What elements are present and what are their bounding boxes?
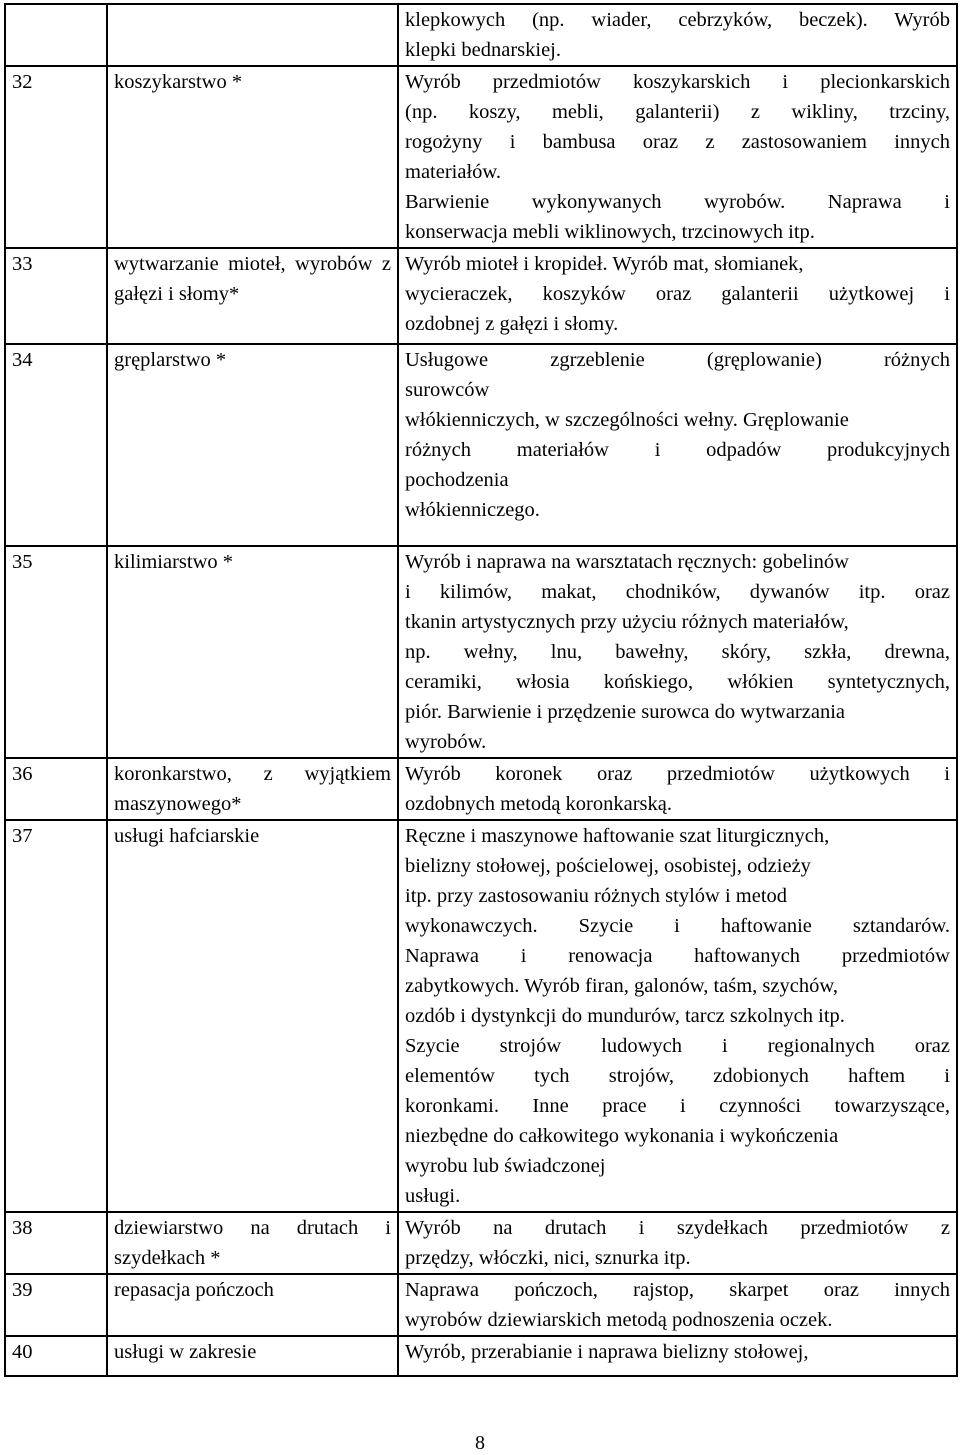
- description-line: Wyrób koronek oraz przedmiotów użytkowych i: [405, 763, 950, 785]
- service-description: [398, 1274, 957, 1336]
- table-row: [5, 66, 957, 248]
- description-line: Wyrób, przerabianie i naprawa bielizny stołowej,: [405, 1341, 809, 1363]
- service-name: kilimiarstwo *: [107, 546, 398, 758]
- description-line: klepki bednarskiej.: [405, 39, 561, 61]
- description-line: ozdób i dystynkcji do mundurów, tarcz szkolnych itp.: [405, 1005, 845, 1027]
- description-line: Usługowe zgrzeblenie (gręplowanie) różnych: [405, 349, 950, 371]
- row-number: 38: [5, 1212, 107, 1274]
- row-number: 33: [5, 248, 107, 344]
- description-line: piór. Barwienie i przędzenie surowca do wytwarzania: [405, 701, 845, 723]
- description-line: niezbędne do całkowitego wykonania i wykończenia: [405, 1125, 839, 1147]
- service-name: dziewiarstwo na drutach i szydełkach *: [107, 1212, 398, 1274]
- table-row: [5, 546, 957, 758]
- description-line: zabytkowych. Wyrób firan, galonów, taśm, szychów,: [405, 975, 838, 997]
- service-description: [398, 248, 957, 344]
- service-description: [398, 4, 957, 66]
- description-line: tkanin artystycznych przy użyciu różnych materiałów,: [405, 611, 849, 633]
- description-line: różnych materiałów i odpadów produkcyjnych: [405, 439, 950, 461]
- description-line: ozdobnych metodą koronkarską.: [405, 793, 672, 815]
- description-line: pochodzenia: [405, 469, 509, 491]
- description-line: Szycie strojów ludowych i regionalnych oraz: [405, 1035, 950, 1057]
- description-line: klepkowych (np. wiader, cebrzyków, beczek). Wyrób: [405, 9, 950, 31]
- service-description: [398, 66, 957, 248]
- row-number: [5, 4, 107, 66]
- description-line: Wyrób i naprawa na warsztatach ręcznych: gobelinów: [405, 551, 849, 573]
- service-description: [398, 820, 957, 1212]
- service-description: [398, 1212, 957, 1274]
- service-name: wytwarzanie mioteł, wyrobów z gałęzi i słomy*: [107, 248, 398, 344]
- row-number: 39: [5, 1274, 107, 1336]
- description-line: Naprawa i renowacja haftowanych przedmiotów: [405, 945, 950, 967]
- description-line: rogożyny i bambusa oraz z zastosowaniem innych: [405, 131, 950, 153]
- row-number: 35: [5, 546, 107, 758]
- description-line: ozdobnej z gałęzi i słomy.: [405, 313, 619, 335]
- description-line: Wyrób na drutach i szydełkach przedmiotów z: [405, 1217, 950, 1239]
- table-row: [5, 344, 957, 546]
- service-name: koszykarstwo *: [107, 66, 398, 248]
- description-line: materiałów.: [405, 161, 502, 183]
- description-line: Naprawa pończoch, rajstop, skarpet oraz innych: [405, 1279, 950, 1301]
- description-line: włókienniczego.: [405, 499, 540, 521]
- services-table: [4, 3, 958, 1377]
- description-line: wyrobów dziewiarskich metodą podnoszenia oczek.: [405, 1309, 833, 1331]
- row-number: 36: [5, 758, 107, 820]
- service-description: [398, 344, 957, 546]
- description-line: wycieraczek, koszyków oraz galanterii użytkowej i: [405, 283, 950, 305]
- description-line: wyrobów.: [405, 731, 487, 753]
- description-line: usługi.: [405, 1185, 461, 1207]
- table-row: [5, 1274, 957, 1336]
- description-line: itp. przy zastosowaniu różnych stylów i metod: [405, 885, 788, 907]
- description-line: i kilimów, makat, chodników, dywanów itp. oraz: [405, 581, 950, 603]
- service-description: [398, 758, 957, 820]
- table-row: [5, 4, 957, 66]
- service-name: usługi hafciarskie: [107, 820, 398, 1212]
- description-line: Ręczne i maszynowe haftowanie szat liturgicznych,: [405, 825, 830, 847]
- service-name: usługi w zakresie: [107, 1336, 398, 1376]
- row-number: 34: [5, 344, 107, 546]
- description-line: ceramiki, włosia końskiego, włókien syntetycznych,: [405, 671, 950, 693]
- table-row: [5, 248, 957, 344]
- description-line: np. wełny, lnu, bawełny, skóry, szkła, drewna,: [405, 641, 950, 663]
- service-name: repasacja pończoch: [107, 1274, 398, 1336]
- description-line: konserwacja mebli wiklinowych, trzcinowych itp.: [405, 221, 815, 243]
- row-number: 37: [5, 820, 107, 1212]
- description-line: wyrobu lub świadczonej: [405, 1155, 606, 1177]
- description-line: włókienniczych, w szczególności wełny. Gręplowanie: [405, 409, 849, 431]
- description-line: Barwienie wykonywanych wyrobów. Naprawa i: [405, 191, 950, 213]
- description-line: wykonawczych. Szycie i haftowanie sztandarów.: [405, 915, 950, 937]
- table-row: [5, 758, 957, 820]
- description-line: przędzy, włóczki, nici, sznurka itp.: [405, 1247, 691, 1269]
- service-description: [398, 1336, 957, 1376]
- description-line: bielizny stołowej, pościelowej, osobistej, odzieży: [405, 855, 811, 877]
- table-row: [5, 820, 957, 1212]
- page-number: 8: [475, 1432, 485, 1454]
- table-row: [5, 1212, 957, 1274]
- description-line: koronkami. Inne prace i czynności towarzyszące,: [405, 1095, 950, 1117]
- row-number: 40: [5, 1336, 107, 1376]
- description-line: (np. koszy, mebli, galanterii) z wikliny, trzciny,: [405, 101, 950, 123]
- row-number: 32: [5, 66, 107, 248]
- description-line: elementów tych strojów, zdobionych haftem i: [405, 1065, 950, 1087]
- description-line: surowców: [405, 379, 490, 401]
- service-description: [398, 546, 957, 758]
- table-row: [5, 1336, 957, 1376]
- description-line: Wyrób przedmiotów koszykarskich i plecionkarskich: [405, 71, 950, 93]
- service-name: [107, 4, 398, 66]
- service-name: koronkarstwo, z wyjątkiem maszynowego*: [107, 758, 398, 820]
- description-line: Wyrób mioteł i kropideł. Wyrób mat, słomianek,: [405, 253, 804, 275]
- service-name: gręplarstwo *: [107, 344, 398, 546]
